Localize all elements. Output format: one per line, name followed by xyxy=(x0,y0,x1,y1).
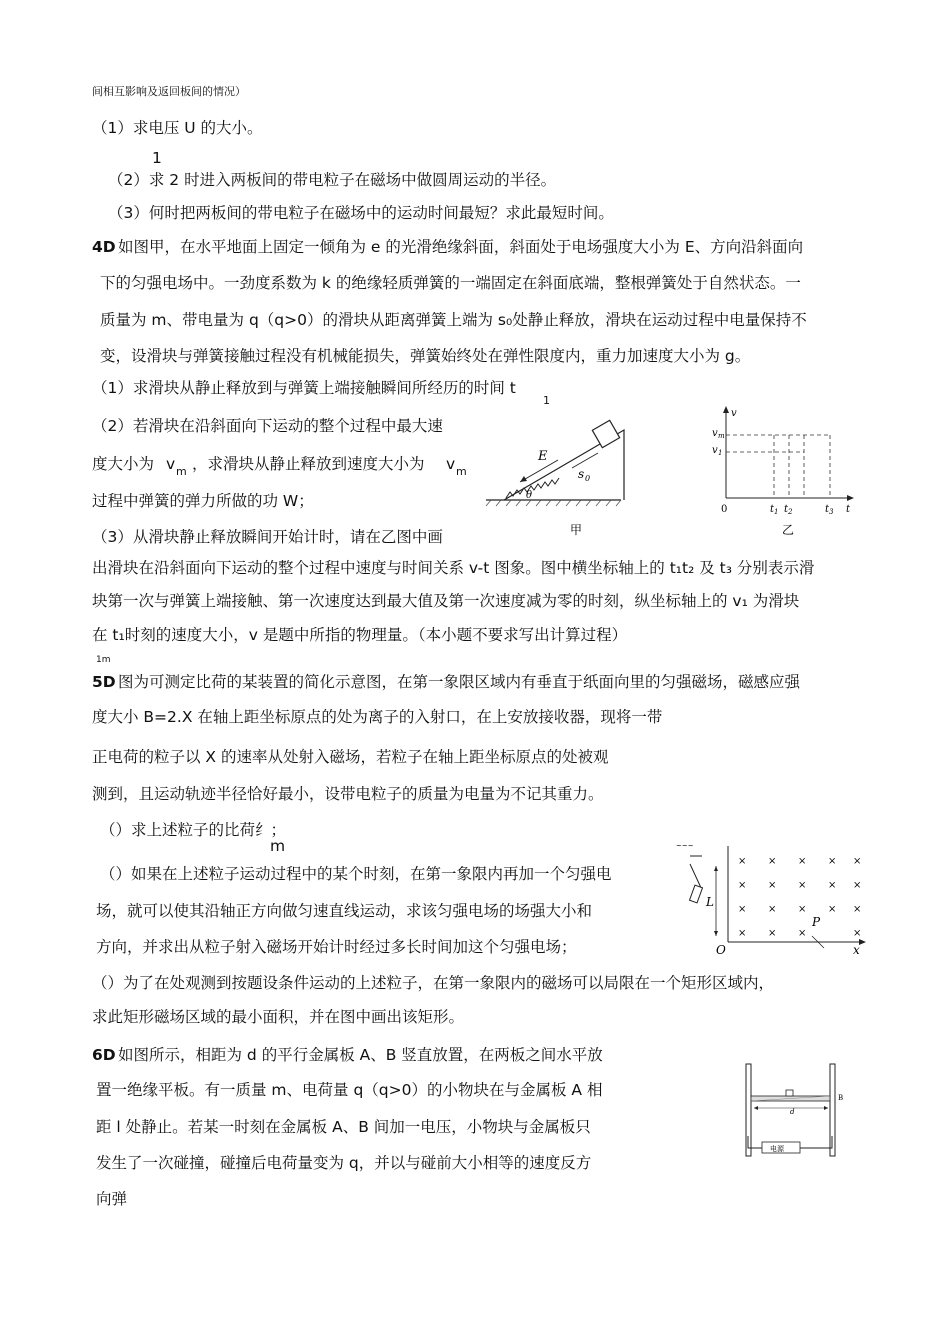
q3-part2-fraction: 1 xyxy=(152,149,162,167)
t3-sub: 3 xyxy=(829,508,834,516)
q4-part3-line1: （3）从滑块静止释放瞬间开始计时，请在乙图中画 xyxy=(92,528,443,546)
q4-part2-line2a: 度大小为 xyxy=(92,455,155,473)
q4-line3: 质量为 m、带电量为 q（q>0）的滑块从距离弹簧上端为 s₀处静止释放，滑块在运动过程中电量保持不 xyxy=(100,311,807,329)
figure-vt-graph xyxy=(712,402,862,542)
jia-caption: 甲 xyxy=(570,523,583,537)
q5-cross: × xyxy=(853,880,862,891)
q5-L-label: L xyxy=(706,895,714,909)
q3-part1: （1）求电压 U 的大小。 xyxy=(92,119,263,137)
power-source-label: 电源 xyxy=(770,1145,784,1153)
q3-part3: （3）何时把两板间的带电粒子在磁场中的运动时间最短？求此最短时间。 xyxy=(108,204,614,222)
s0-label: s xyxy=(578,467,585,481)
q5-P-label: P xyxy=(812,915,821,929)
q3-header-text: 间相互影响及返回板间的情况） xyxy=(92,85,246,98)
q5-cross: × xyxy=(798,928,807,939)
q5-cross: × xyxy=(798,904,807,915)
v1-sub: 1 xyxy=(718,449,723,457)
q5-cross: × xyxy=(738,856,747,867)
vm-label: v xyxy=(712,428,718,439)
q4-part1-subscript: 1 xyxy=(543,394,550,407)
t2-sub: 2 xyxy=(788,508,793,516)
q4-part2-vm-2: v xyxy=(446,455,456,473)
t1-sub: 1 xyxy=(774,508,779,516)
v-axis-arrow xyxy=(723,406,729,413)
q5-cross: × xyxy=(798,880,807,891)
B-label: B xyxy=(838,1094,844,1102)
q4-part2-vm: v xyxy=(166,455,176,473)
incline-block xyxy=(592,420,619,447)
q6-line4: 发生了一次碰撞，碰撞后电荷量变为 q，并以与碰前大小相等的速度反方 xyxy=(96,1154,592,1172)
q5-part2-line3: 方向，并求出从粒子射入磁场开始计时经过多长时间加这个匀强电场； xyxy=(96,938,577,956)
figure-magnetic-field xyxy=(676,838,868,956)
q5-line3: 正电荷的粒子以 X 的速率从处射入磁场，若粒子在轴上距坐标原点的处被观 xyxy=(92,748,609,766)
q5-fig-top-label: ~~~ xyxy=(676,842,694,850)
q5-part3-line1: （）为了在处观测到按题设条件运动的上述粒子，在第一象限内的磁场可以局限在一个矩形区域内， xyxy=(92,974,775,992)
q5-cross: × xyxy=(738,904,747,915)
incline-spring xyxy=(506,478,559,498)
q4-part2-line1: （2）若滑块在沿斜面向下运动的整个过程中最大速 xyxy=(92,417,443,435)
q4-part3-line4: 在 t₁时刻的速度大小，v 是题中所指的物理量。（本小题不要求写出计算过程） xyxy=(92,626,628,644)
q5-cross: × xyxy=(768,856,777,867)
q4-number: 4D xyxy=(92,238,116,256)
t-axis-arrow xyxy=(847,495,854,501)
q4-line1: 如图甲，在水平地面上固定一倾角为 e 的光滑绝缘斜面，斜面处于电场强度大小为 E、方向沿斜面向 xyxy=(118,238,804,256)
q5-cross: × xyxy=(768,880,777,891)
q5-line2: 度大小 B=2.X 在轴上距坐标原点的处为离子的入射口，在上安放接收器，现将一带 xyxy=(92,708,663,726)
q5-cross: × xyxy=(768,928,777,939)
q5-cross: × xyxy=(853,904,862,915)
q5-part2-line2: 场，就可以使其沿轴正方向做匀速直线运动，求该匀强电场的场强大小和 xyxy=(96,902,593,920)
small-block xyxy=(786,1090,793,1096)
v-axis-label: v xyxy=(731,408,737,419)
q5-cross: × xyxy=(828,904,837,915)
q5-part1: （）求上述粒子的比荷纟； xyxy=(100,821,287,839)
q5-cross: × xyxy=(853,856,862,867)
vm-sub: m xyxy=(718,432,725,440)
q5-x-label: x xyxy=(853,943,860,957)
E-label: E xyxy=(538,449,548,464)
q5-part2-line1: （）如果在上述粒子运动过程中的某个时刻，在第一象限内再加一个匀强电 xyxy=(100,865,612,883)
q5-cross: × xyxy=(768,904,777,915)
t-axis-label: t xyxy=(846,504,851,515)
q5-line1: 图为可测定比荷的某装置的简化示意图，在第一象限区域内有垂直于纸面向里的匀强磁场，磁感应强 xyxy=(118,673,801,691)
origin-label: 0 xyxy=(721,504,728,515)
q6-line3: 距 l 处静止。若某一时刻在金属板 A、B 间加一电压，小物块与金属板只 xyxy=(96,1118,591,1136)
t3-label: t xyxy=(825,504,830,515)
v1-label: v xyxy=(712,445,718,456)
q4-part1: （1）求滑块从静止释放到与弹簧上端接触瞬间所经历的时间 t xyxy=(92,379,516,397)
incline-hatch xyxy=(486,500,621,506)
q4-part2-line3: 过程中弹簧的弹力所做的功 W； xyxy=(92,492,314,510)
q4-line4: 变，设滑块与弹簧接触过程没有机械能损失，弹簧始终处在弹性限度内，重力加速度大小为 g。 xyxy=(100,347,751,365)
q5-part1-m: m xyxy=(270,837,286,855)
q3-part2: （2）求 2 时进入两板间的带电粒子在磁场中做圆周运动的半径。 xyxy=(108,171,557,189)
q4-part2-vm-sub: m xyxy=(176,465,187,478)
q4-part2-vm-2-sub: m xyxy=(456,465,467,478)
q5-O-label: O xyxy=(716,943,726,957)
q4-part3-subscript: 1m xyxy=(96,655,111,665)
figure-parallel-plates xyxy=(742,1062,852,1162)
q6-number: 6D xyxy=(92,1046,116,1064)
yi-caption: 乙 xyxy=(782,523,795,537)
t2-label: t xyxy=(784,504,789,515)
q5-cross: × xyxy=(738,880,747,891)
q5-cross: × xyxy=(828,856,837,867)
q4-part3-line3: 块第一次与弹簧上端接触、第一次速度达到最大值及第一次速度减为零的时刻，纵坐标轴上的 v₁ 为滑块 xyxy=(92,592,800,610)
q6-line1: 如图所示，相距为 d 的平行金属板 A、B 竖直放置，在两板之间水平放 xyxy=(118,1046,603,1064)
q5-cross: × xyxy=(828,880,837,891)
figure-incline xyxy=(486,418,636,538)
q4-part2-line2b: ，求滑块从静止释放到速度大小为 xyxy=(192,455,425,473)
q5-cross: × xyxy=(738,928,747,939)
q5-cross: × xyxy=(798,856,807,867)
q5-source xyxy=(690,885,703,903)
q5-number: 5D xyxy=(92,673,116,691)
s0-line xyxy=(572,453,598,468)
q4-part3-line2: 出滑块在沿斜面向下运动的整个过程中速度与时间关系 v-t 图象。图中横坐标轴上的 t₁t₂ 及 t₃ 分别表示滑 xyxy=(92,559,815,577)
q5-line4: 测到，且运动轨迹半径恰好最小，设带电粒子的质量为电量为不记其重力。 xyxy=(92,785,604,803)
d-label: d xyxy=(790,1108,795,1116)
q6-line5: 向弹 xyxy=(96,1190,128,1208)
q4-line2: 下的匀强电场中。一劲度系数为 k 的绝缘轻质弹簧的一端固定在斜面底端，整根弹簧处于自然状态。一 xyxy=(100,274,801,292)
q5-part3-line2: 求此矩形磁场区域的最小面积，并在图中画出该矩形。 xyxy=(92,1008,465,1026)
q5-cross: × xyxy=(853,928,862,939)
q5-x-arrow xyxy=(859,939,866,945)
t1-label: t xyxy=(770,504,775,515)
q6-line2: 置一绝缘平板。有一质量 m、电荷量 q（q>0）的小物块在与金属板 A 相 xyxy=(96,1081,603,1099)
theta-label: θ xyxy=(526,490,533,501)
s0-sub: 0 xyxy=(585,474,591,483)
